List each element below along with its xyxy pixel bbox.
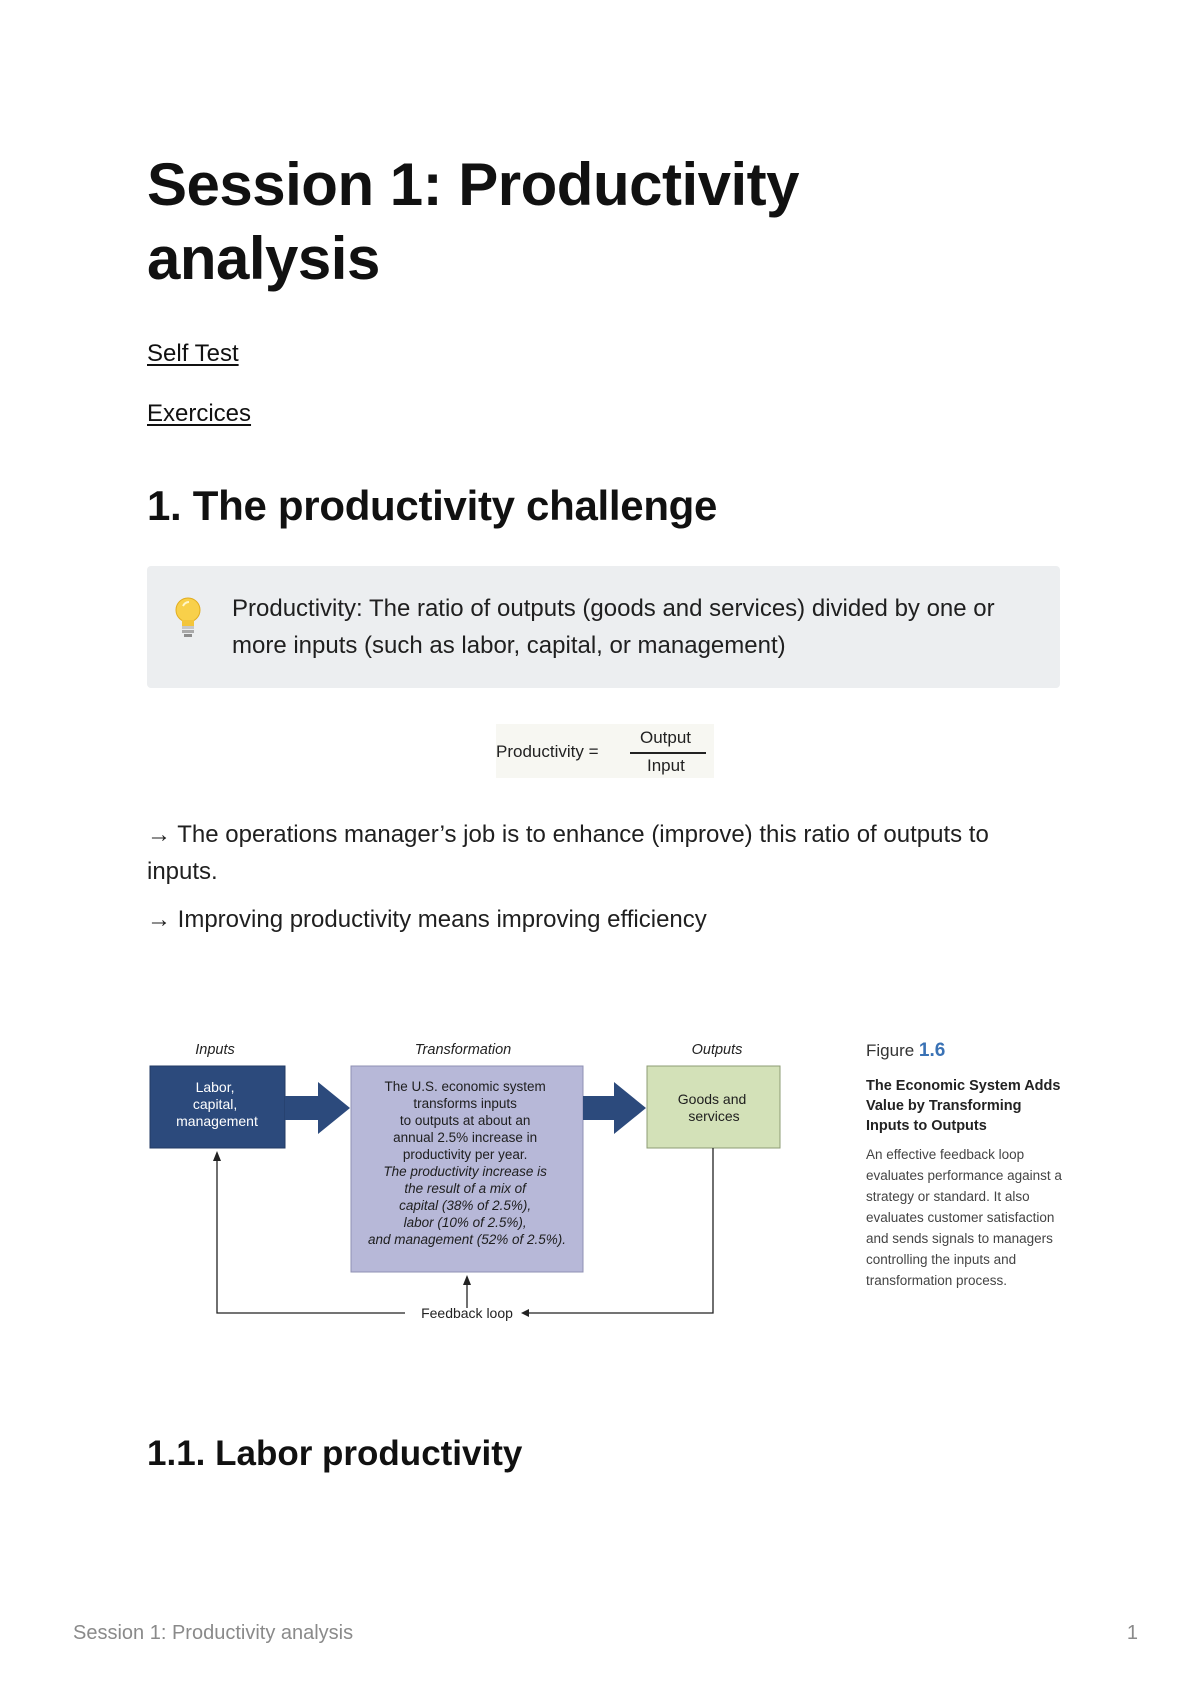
fraction-bar <box>630 752 706 754</box>
inputs-line-3: management <box>176 1113 258 1129</box>
lightbulb-icon <box>173 596 203 640</box>
paragraph-manager-job: → The operations manager’s job is to enhance (improve) this ratio of outputs to inputs. <box>147 821 989 885</box>
productivity-formula <box>496 724 714 778</box>
footer-page-number: 1 <box>1126 1622 1138 1644</box>
callout-text: Productivity: The ratio of outputs (goods and services) divided by one or more inputs (such as labor, capital, or management) <box>232 595 995 659</box>
figure-caption <box>866 1040 1066 1291</box>
transformation-line-3: to outputs at about an <box>399 1113 531 1128</box>
transformation-line-8: capital (38% of 2.5%), <box>399 1198 532 1213</box>
inputs-label: Inputs <box>195 1042 235 1058</box>
transformation-line-4: annual 2.5% increase in <box>393 1130 538 1145</box>
outputs-label: Outputs <box>691 1042 743 1058</box>
paragraph-efficiency: → Improving productivity means improving efficiency <box>147 906 707 933</box>
formula-numerator: Output <box>640 728 692 747</box>
formula-lhs: Productivity = <box>496 742 599 761</box>
transformation-line-10: and management (52% of 2.5%). <box>367 1232 567 1247</box>
formula-denominator: Input <box>647 756 685 775</box>
page-title: Session 1: Productivity analysis <box>147 151 800 292</box>
section-heading: 1. The productivity challenge <box>147 482 718 529</box>
definition-callout <box>147 566 1060 688</box>
transformation-line-5: productivity per year. <box>402 1147 528 1162</box>
figure-number <box>866 1040 1066 1062</box>
transformation-label: Transformation <box>414 1042 512 1058</box>
footer-title: Session 1: Productivity analysis <box>73 1622 354 1644</box>
transformation-line-2: transforms inputs <box>413 1096 517 1111</box>
figure-description: An effective feedback loop evaluates performance against a strategy or standard. It also evaluates customer satisfaction and sends signals to managers controlling the inputs and transformation process. <box>866 1147 1062 1288</box>
transformation-line-1: The U.S. economic system <box>384 1079 546 1094</box>
inputs-line-1: Labor, <box>195 1079 235 1095</box>
feedback-arrowhead-up-inputs <box>213 1151 221 1161</box>
transformation-line-7: the result of a mix of <box>404 1181 526 1196</box>
arrow-transformation-to-outputs <box>583 1082 646 1134</box>
outputs-line-2: services <box>688 1108 740 1124</box>
outputs-box-text <box>678 1091 750 1124</box>
transformation-line-6: The productivity increase is <box>383 1164 547 1179</box>
self-test-link[interactable]: Self Test <box>147 340 239 367</box>
inputs-line-2: capital, <box>192 1096 238 1112</box>
feedback-arrowhead-up-transform <box>463 1275 471 1285</box>
subsection-heading: 1.1. Labor productivity <box>147 1434 523 1473</box>
transformation-line-9: labor (10% of 2.5%), <box>403 1215 527 1230</box>
feedback-loop-label: Feedback loop <box>421 1305 513 1321</box>
exercices-link[interactable]: Exercices <box>147 400 252 427</box>
figure-number-value: 1.6 <box>918 1040 946 1061</box>
feedback-arrowhead-left <box>521 1309 529 1317</box>
figure-title: The Economic System Adds Value by Transforming Inputs to Outputs <box>866 1078 1061 1134</box>
economic-system-diagram <box>140 1030 800 1340</box>
figure-word: Figure <box>866 1041 915 1060</box>
outputs-box <box>647 1066 780 1148</box>
outputs-line-1: Goods and <box>677 1091 747 1107</box>
arrow-inputs-to-transformation <box>285 1082 350 1134</box>
